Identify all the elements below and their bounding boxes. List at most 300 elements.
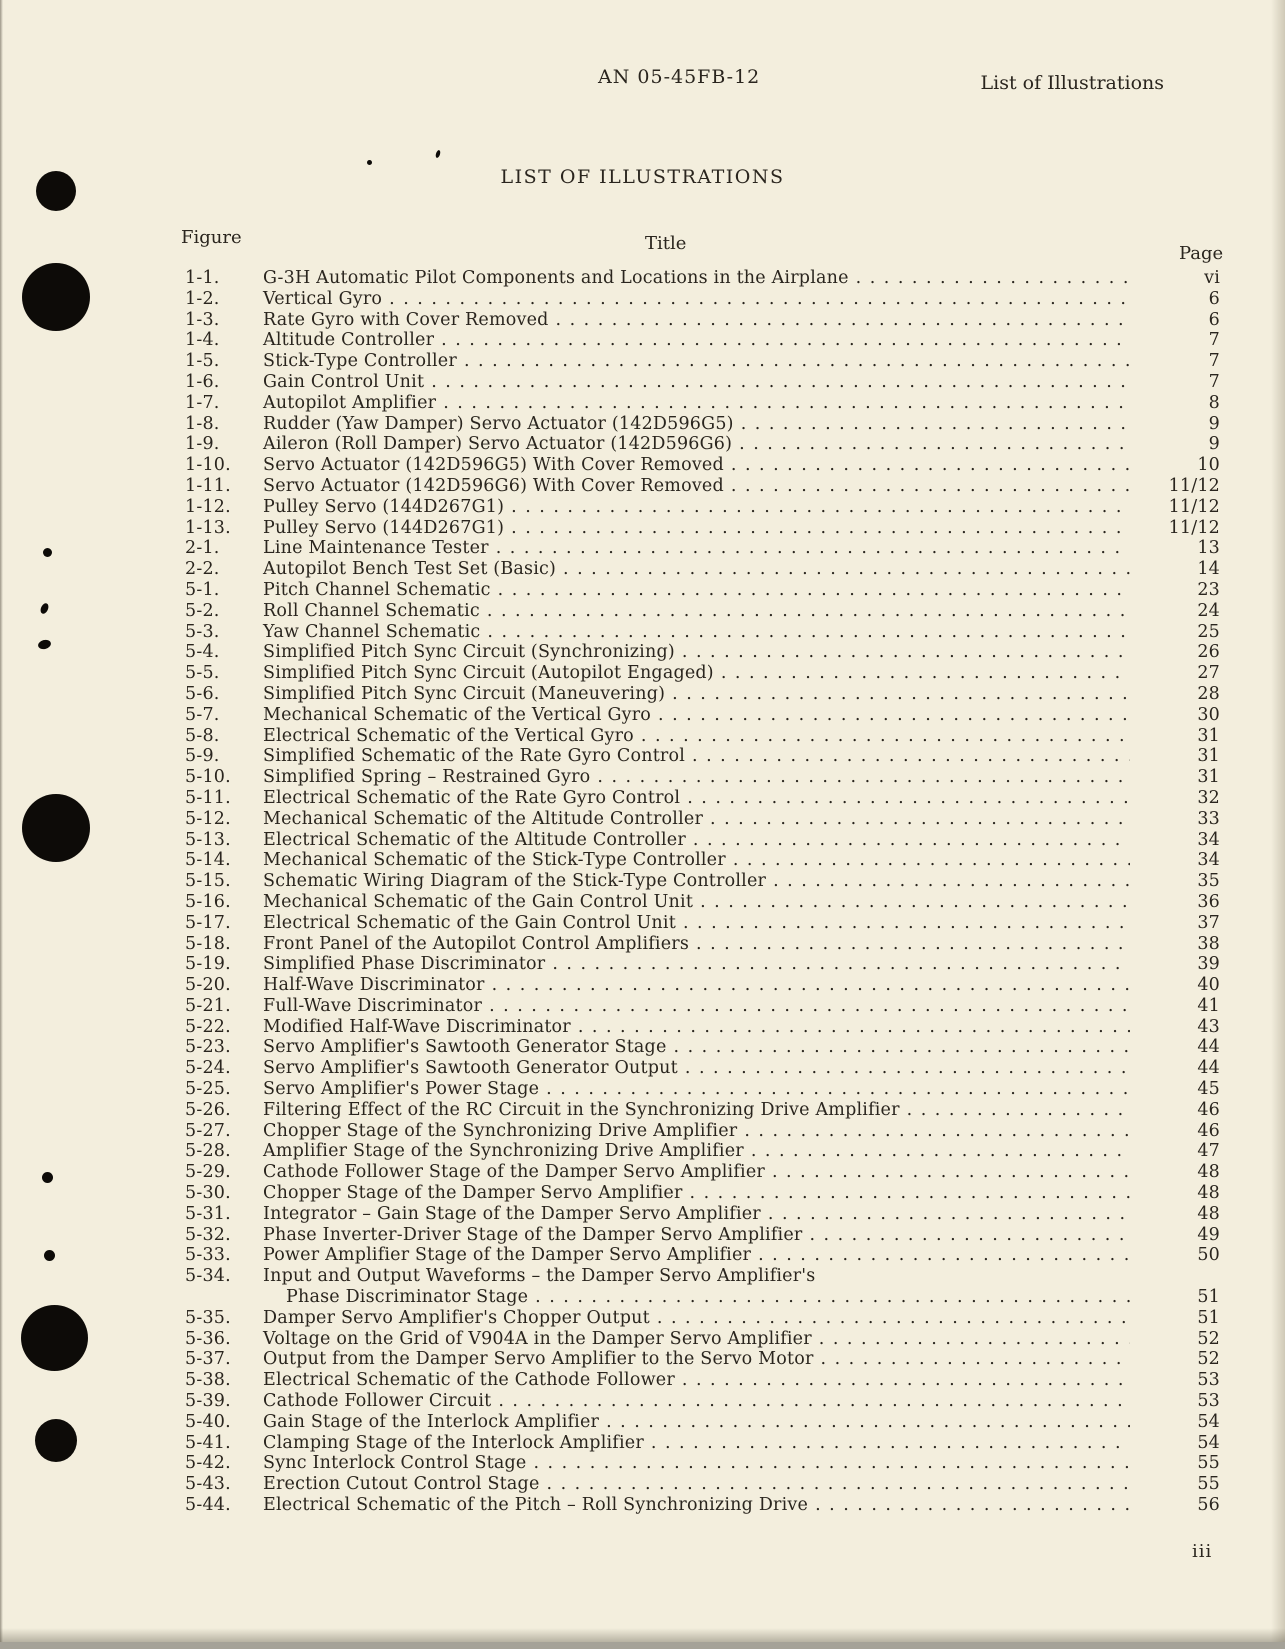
toc-page-number: 49 — [1197, 1224, 1220, 1245]
toc-title: Rate Gyro with Cover Removed — [263, 309, 549, 330]
toc-entry — [185, 809, 1220, 830]
ink-speck — [435, 150, 441, 159]
dot-leader — [552, 954, 1130, 975]
toc-page-number: 11/12 — [1168, 517, 1220, 538]
toc-page-number: 38 — [1197, 933, 1220, 954]
toc-entry — [185, 310, 1220, 331]
toc-entry — [185, 767, 1220, 788]
toc-page-number: 9 — [1208, 413, 1220, 434]
column-header-figure: Figure — [181, 227, 242, 248]
dot-leader — [487, 622, 1130, 643]
toc-entry — [185, 351, 1220, 372]
toc-page-number: 32 — [1197, 787, 1220, 808]
toc-entry — [185, 1329, 1220, 1350]
toc-figure-number: 5-33. — [185, 1245, 231, 1266]
dot-leader — [821, 1349, 1130, 1370]
toc-figure-number: 5-29. — [185, 1162, 231, 1183]
toc-figure-number: 5-3. — [185, 621, 220, 642]
toc-entry — [185, 1100, 1220, 1121]
toc-entry — [185, 622, 1220, 643]
toc-title: Simplified Schematic of the Rate Gyro Control — [263, 746, 686, 767]
toc-title: Simplified Phase Discriminator — [263, 954, 546, 975]
toc-title: Roll Channel Schematic — [263, 600, 480, 621]
column-header-title: Title — [645, 233, 687, 254]
dot-leader — [498, 1391, 1130, 1412]
toc-title: Damper Servo Amplifier's Chopper Output — [263, 1307, 650, 1328]
dot-leader — [700, 892, 1130, 913]
toc-figure-number: 5-8. — [185, 725, 220, 746]
toc-page-number: 26 — [1197, 642, 1220, 663]
dot-leader — [768, 1204, 1130, 1225]
toc-title: Autopilot Bench Test Set (Basic) — [263, 559, 557, 580]
toc-title: G-3H Automatic Pilot Components and Locations in the Airplane — [263, 268, 849, 288]
dot-leader — [657, 1308, 1130, 1329]
toc-entry — [185, 1141, 1220, 1162]
dot-leader — [682, 642, 1130, 663]
toc-figure-number: 1-1. — [185, 268, 220, 288]
toc-figure-number: 5-25. — [185, 1079, 231, 1100]
toc-page-number: 54 — [1197, 1432, 1220, 1453]
toc-page-number: 13 — [1197, 538, 1220, 559]
toc-figure-number: 5-19. — [185, 954, 231, 975]
toc-page-number: 37 — [1197, 912, 1220, 933]
toc-figure-number: 5-36. — [185, 1328, 231, 1349]
toc-title: Full-Wave Discriminator — [263, 995, 483, 1016]
toc-entry — [185, 1453, 1220, 1474]
toc-entry — [185, 830, 1220, 851]
dot-leader — [733, 850, 1130, 871]
toc-page-number: 48 — [1197, 1203, 1220, 1224]
toc-title: Power Amplifier Stage of the Damper Servo Amplifier — [263, 1245, 752, 1266]
toc-title: Pitch Channel Schematic — [263, 579, 491, 600]
toc-page-number: 27 — [1197, 663, 1220, 684]
toc-entry-continuation — [185, 1287, 1220, 1308]
dot-leader — [815, 1495, 1130, 1516]
toc-page-number: 9 — [1208, 434, 1220, 455]
toc-figure-number: 5-31. — [185, 1203, 231, 1224]
toc-figure-number: 1-6. — [185, 371, 220, 392]
toc-figure-number: 1-13. — [185, 517, 231, 538]
dot-leader — [731, 476, 1130, 497]
toc-figure-number: 5-44. — [185, 1495, 231, 1516]
toc-entry — [185, 746, 1220, 767]
toc-title: Simplified Spring – Restrained Gyro — [263, 767, 591, 788]
toc-page-number: vi — [1204, 268, 1220, 288]
dot-leader — [696, 934, 1130, 955]
toc-title: Yaw Channel Schematic — [263, 621, 481, 642]
dot-leader — [496, 538, 1130, 559]
scan-edge-left — [0, 0, 3, 1649]
toc-title: Erection Cutout Control Stage — [263, 1474, 540, 1495]
dot-leader — [744, 1121, 1130, 1142]
toc-page-number: 56 — [1197, 1495, 1220, 1516]
toc-entry — [185, 1433, 1220, 1454]
toc-entry — [185, 1037, 1220, 1058]
toc-page-number: 45 — [1197, 1079, 1220, 1100]
dot-leader — [597, 767, 1130, 788]
toc-title: Simplified Pitch Sync Circuit (Maneuvering) — [263, 683, 666, 704]
toc-entry — [185, 1183, 1220, 1204]
toc-page-number: 53 — [1197, 1391, 1220, 1412]
toc-title: Amplifier Stage of the Synchronizing Drive Amplifier — [263, 1141, 744, 1162]
ink-speck — [44, 1250, 55, 1261]
toc-figure-number: 5-26. — [185, 1099, 231, 1120]
toc-entry — [185, 330, 1220, 351]
dot-leader — [547, 1474, 1131, 1495]
toc-page-number: 35 — [1197, 871, 1220, 892]
binder-hole-mark — [22, 263, 90, 331]
toc-title: Gain Stage of the Interlock Amplifier — [263, 1411, 600, 1432]
toc-entry — [185, 289, 1220, 310]
toc-page-number: 28 — [1197, 683, 1220, 704]
ink-speck — [43, 548, 52, 557]
dot-leader — [758, 1245, 1130, 1266]
ink-speck — [37, 638, 52, 650]
toc-page-number: 50 — [1197, 1245, 1220, 1266]
toc-figure-number: 5-4. — [185, 642, 220, 663]
header-section-title: List of Illustrations — [980, 72, 1164, 94]
dot-leader — [682, 1370, 1130, 1391]
toc-figure-number: 2-2. — [185, 559, 220, 580]
dot-leader — [498, 580, 1130, 601]
toc-entry — [185, 580, 1220, 601]
toc-entry — [185, 934, 1220, 955]
toc-title: Cathode Follower Stage of the Damper Servo Amplifier — [263, 1162, 765, 1183]
toc-page-number: 48 — [1197, 1183, 1220, 1204]
dot-leader — [907, 1100, 1130, 1121]
toc-entry — [185, 892, 1220, 913]
toc-title: Electrical Schematic of the Altitude Controller — [263, 829, 686, 850]
toc-page-number: 34 — [1197, 850, 1220, 871]
toc-entry — [185, 1349, 1220, 1370]
dot-leader — [856, 268, 1130, 289]
toc-entry — [185, 518, 1220, 539]
toc-page-number: 44 — [1197, 1058, 1220, 1079]
toc-entry — [185, 455, 1220, 476]
toc-title: Chopper Stage of the Synchronizing Drive Amplifier — [263, 1120, 738, 1141]
toc-title: Mechanical Schematic of the Gain Control Unit — [263, 891, 694, 912]
toc-figure-number: 5-16. — [185, 891, 231, 912]
toc-figure-number: 5-35. — [185, 1307, 231, 1328]
toc-figure-number: 5-10. — [185, 767, 231, 788]
toc-entry — [185, 414, 1220, 435]
toc-title: Mechanical Schematic of the Stick-Type Controller — [263, 850, 726, 871]
toc-title: Servo Amplifier's Sawtooth Generator Stage — [263, 1037, 667, 1058]
dot-leader — [563, 559, 1130, 580]
toc-page-number: 33 — [1197, 808, 1220, 829]
toc-page-number: 47 — [1197, 1141, 1220, 1162]
toc-page-number: 55 — [1197, 1474, 1220, 1495]
toc-title: Line Maintenance Tester — [263, 538, 489, 559]
toc-entry — [185, 663, 1220, 684]
toc-title: Servo Amplifier's Power Stage — [263, 1079, 540, 1100]
dot-leader — [651, 1433, 1130, 1454]
toc-figure-number: 1-4. — [185, 330, 220, 351]
toc-entry — [185, 1058, 1220, 1079]
toc-page-number: 8 — [1208, 392, 1220, 413]
toc-figure-number: 5-12. — [185, 808, 231, 829]
toc-entry — [185, 726, 1220, 747]
toc-title: Clamping Stage of the Interlock Amplifier — [263, 1432, 644, 1453]
toc-figure-number: 5-15. — [185, 871, 231, 892]
toc-title: Phase Discriminator Stage — [286, 1287, 529, 1308]
toc-entry — [185, 434, 1220, 455]
dot-leader — [511, 497, 1130, 518]
binder-hole-mark — [21, 1305, 88, 1371]
toc-entry — [185, 975, 1220, 996]
toc-figure-number: 5-13. — [185, 829, 231, 850]
toc-entry — [185, 268, 1220, 289]
toc-entry — [185, 1308, 1220, 1329]
toc-title: Aileron (Roll Damper) Servo Actuator (142D596G6) — [263, 434, 733, 455]
dot-leader — [546, 1079, 1130, 1100]
toc-title: Pulley Servo (144D267G1) — [263, 496, 505, 517]
toc-title: Rudder (Yaw Damper) Servo Actuator (142D596G5) — [263, 413, 734, 434]
toc-entry — [185, 1495, 1220, 1516]
toc-title: Mechanical Schematic of the Altitude Controller — [263, 808, 704, 829]
toc-entry — [185, 850, 1220, 871]
dot-leader — [578, 1017, 1130, 1038]
toc-page-number: 54 — [1197, 1411, 1220, 1432]
toc-title: Filtering Effect of the RC Circuit in the Synchronizing Drive Amplifier — [263, 1099, 900, 1120]
toc-figure-number: 1-12. — [185, 496, 231, 517]
doc-number: AN 05-45FB-12 — [598, 66, 761, 88]
toc-page-number: 11/12 — [1168, 475, 1220, 496]
toc-title: Altitude Controller — [263, 330, 435, 351]
toc-title: Cathode Follower Circuit — [263, 1391, 492, 1412]
dot-leader — [658, 705, 1130, 726]
toc-title: Vertical Gyro — [263, 288, 383, 309]
toc-figure-number: 5-1. — [185, 579, 220, 600]
toc-page-number: 48 — [1197, 1162, 1220, 1183]
toc-figure-number: 5-24. — [185, 1058, 231, 1079]
toc-title: Autopilot Amplifier — [263, 392, 437, 413]
toc-figure-number: 1-11. — [185, 475, 231, 496]
dot-leader — [641, 726, 1130, 747]
toc-title: Simplified Pitch Sync Circuit (Synchronizing) — [263, 642, 675, 663]
toc-title: Gain Control Unit — [263, 371, 425, 392]
toc-figure-number: 5-38. — [185, 1370, 231, 1391]
toc-figure-number: 5-9. — [185, 746, 220, 767]
toc-figure-number: 5-39. — [185, 1391, 231, 1412]
toc-entry — [185, 705, 1220, 726]
toc-page-number: 6 — [1208, 309, 1220, 330]
toc-entry — [185, 538, 1220, 559]
ink-speck — [367, 160, 372, 165]
toc-title: Sync Interlock Control Stage — [263, 1453, 527, 1474]
toc-entry — [185, 1079, 1220, 1100]
toc-entry — [185, 1017, 1220, 1038]
toc-page-number: 36 — [1197, 891, 1220, 912]
toc-entry — [185, 1266, 1220, 1287]
toc-figure-number: 5-21. — [185, 995, 231, 1016]
dot-leader — [389, 289, 1130, 310]
toc-figure-number: 5-40. — [185, 1411, 231, 1432]
dot-leader — [556, 310, 1130, 331]
toc-page-number: 43 — [1197, 1016, 1220, 1037]
toc-page-number: 51 — [1197, 1287, 1220, 1308]
toc-figure-number: 5-2. — [185, 600, 220, 621]
dot-leader — [533, 1453, 1130, 1474]
toc-figure-number: 5-41. — [185, 1432, 231, 1453]
toc-page-number: 10 — [1197, 455, 1220, 476]
scan-edge-bottom — [0, 1628, 1285, 1642]
toc-figure-number: 1-2. — [185, 288, 220, 309]
dot-leader — [672, 684, 1130, 705]
toc-figure-number: 5-42. — [185, 1453, 231, 1474]
toc-figure-number: 5-28. — [185, 1141, 231, 1162]
toc-title: Servo Actuator (142D596G6) With Cover Removed — [263, 475, 724, 496]
toc-entry — [185, 476, 1220, 497]
toc-figure-number: 5-7. — [185, 704, 220, 725]
toc-page-number: 25 — [1197, 621, 1220, 642]
column-header-page: Page — [1179, 243, 1224, 264]
toc-figure-number: 5-43. — [185, 1474, 231, 1495]
toc-entry — [185, 1245, 1220, 1266]
toc-page-number: 55 — [1197, 1453, 1220, 1474]
toc-page-number: 31 — [1197, 725, 1220, 746]
dot-leader — [606, 1412, 1130, 1433]
toc-title: Half-Wave Discriminator — [263, 975, 485, 996]
toc-figure-number: 5-22. — [185, 1016, 231, 1037]
toc-figure-number: 1-9. — [185, 434, 220, 455]
dot-leader — [443, 393, 1130, 414]
toc-page-number: 52 — [1197, 1328, 1220, 1349]
toc-figure-number: 5-37. — [185, 1349, 231, 1370]
dot-leader — [464, 351, 1130, 372]
toc-title: Mechanical Schematic of the Vertical Gyro — [263, 704, 652, 725]
toc-page-number: 7 — [1208, 351, 1220, 372]
toc-page-number: 51 — [1197, 1307, 1220, 1328]
toc-figure-number: 1-5. — [185, 351, 220, 372]
toc-figure-number: 5-6. — [185, 683, 220, 704]
toc-figure-number: 5-30. — [185, 1183, 231, 1204]
toc-figure-number: 5-32. — [185, 1224, 231, 1245]
dot-leader — [751, 1141, 1130, 1162]
toc-page-number: 7 — [1208, 371, 1220, 392]
toc-title: Phase Inverter-Driver Stage of the Damper Servo Amplifier — [263, 1224, 803, 1245]
toc-title: Stick-Type Controller — [263, 351, 457, 372]
toc-title: Electrical Schematic of the Gain Control Unit — [263, 912, 676, 933]
toc-entry — [185, 1225, 1220, 1246]
binder-hole-mark — [22, 794, 90, 862]
toc-page-number: 41 — [1197, 995, 1220, 1016]
toc-figure-number: 2-1. — [185, 538, 220, 559]
toc-title: Voltage on the Grid of V904A in the Damper Servo Amplifier — [263, 1328, 812, 1349]
toc-entry — [185, 601, 1220, 622]
toc-entry — [185, 1121, 1220, 1142]
dot-leader — [492, 975, 1130, 996]
dot-leader — [819, 1329, 1130, 1350]
dot-leader — [772, 1162, 1130, 1183]
binder-hole-mark — [35, 1419, 77, 1462]
page-title: LIST OF ILLUSTRATIONS — [500, 166, 785, 188]
toc-entry — [185, 1391, 1220, 1412]
toc-page-number: 40 — [1197, 975, 1220, 996]
dot-leader — [741, 414, 1130, 435]
dot-leader — [809, 1225, 1130, 1246]
dot-leader — [685, 1058, 1130, 1079]
toc-title: Simplified Pitch Sync Circuit (Autopilot Engaged) — [263, 663, 714, 684]
toc-page-number: 46 — [1197, 1099, 1220, 1120]
dot-leader — [683, 913, 1130, 934]
toc-entry — [185, 1474, 1220, 1495]
scan-edge-right — [1271, 0, 1285, 1649]
toc-entry — [185, 913, 1220, 934]
toc-entry — [185, 393, 1220, 414]
dot-leader — [487, 601, 1130, 622]
toc-entry — [185, 642, 1220, 663]
toc-title: Pulley Servo (144D267G1) — [263, 517, 505, 538]
toc-page-number: 52 — [1197, 1349, 1220, 1370]
toc-page-number: 23 — [1197, 579, 1220, 600]
toc-figure-number: 5-27. — [185, 1120, 231, 1141]
toc-title: Chopper Stage of the Damper Servo Amplifier — [263, 1183, 683, 1204]
toc-figure-number: 5-17. — [185, 912, 231, 933]
dot-leader — [690, 1183, 1130, 1204]
toc-figure-number: 5-18. — [185, 933, 231, 954]
dot-leader — [731, 455, 1130, 476]
toc-title: Servo Actuator (142D596G5) With Cover Removed — [263, 455, 724, 476]
toc-title: Modified Half-Wave Discriminator — [263, 1016, 571, 1037]
toc-figure-number: 5-5. — [185, 663, 220, 684]
toc-entry — [185, 788, 1220, 809]
toc-entry — [185, 1412, 1220, 1433]
toc-page-number: 34 — [1197, 829, 1220, 850]
toc-page-number: 31 — [1197, 767, 1220, 788]
toc-figure-number: 1-3. — [185, 309, 220, 330]
toc-title: Schematic Wiring Diagram of the Stick-Type Controller — [263, 871, 767, 892]
toc-entry — [185, 1162, 1220, 1183]
toc-page-number: 53 — [1197, 1370, 1220, 1391]
toc-title: Electrical Schematic of the Pitch – Roll Synchronizing Drive — [263, 1495, 809, 1516]
dot-leader — [739, 434, 1130, 455]
dot-leader — [773, 871, 1130, 892]
dot-leader — [431, 372, 1130, 393]
toc-figure-number: 5-14. — [185, 850, 231, 871]
toc-title: Electrical Schematic of the Cathode Follower — [263, 1370, 675, 1391]
toc-page-number: 30 — [1197, 704, 1220, 725]
toc-page-number: 7 — [1208, 330, 1220, 351]
dot-leader — [489, 996, 1130, 1017]
dot-leader — [674, 1037, 1130, 1058]
toc-title: Electrical Schematic of the Rate Gyro Control — [263, 787, 681, 808]
dot-leader — [710, 809, 1130, 830]
toc-figure-number: 5-23. — [185, 1037, 231, 1058]
toc-figure-number: 5-11. — [185, 787, 231, 808]
toc-figure-number: 5-34. — [185, 1266, 231, 1287]
toc-figure-number: 5-20. — [185, 975, 231, 996]
toc-entry — [185, 1204, 1220, 1225]
toc-title: Input and Output Waveforms – the Damper Servo Amplifier's — [263, 1266, 816, 1287]
toc-entry — [185, 372, 1220, 393]
toc-entry — [185, 1370, 1220, 1391]
toc-figure-number: 1-8. — [185, 413, 220, 434]
dot-leader — [721, 663, 1130, 684]
toc-page-number: 14 — [1197, 559, 1220, 580]
page-number: iii — [1192, 1541, 1213, 1562]
toc-title: Output from the Damper Servo Amplifier to the Servo Motor — [263, 1349, 814, 1370]
toc-entry — [185, 954, 1220, 975]
toc-page-number: 11/12 — [1168, 496, 1220, 517]
dot-leader — [441, 330, 1130, 351]
toc-entry — [185, 871, 1220, 892]
toc-page-number: 6 — [1208, 288, 1220, 309]
toc-page-number: 39 — [1197, 954, 1220, 975]
dot-leader — [535, 1287, 1130, 1308]
toc-title: Electrical Schematic of the Vertical Gyro — [263, 725, 634, 746]
dot-leader — [687, 788, 1130, 809]
